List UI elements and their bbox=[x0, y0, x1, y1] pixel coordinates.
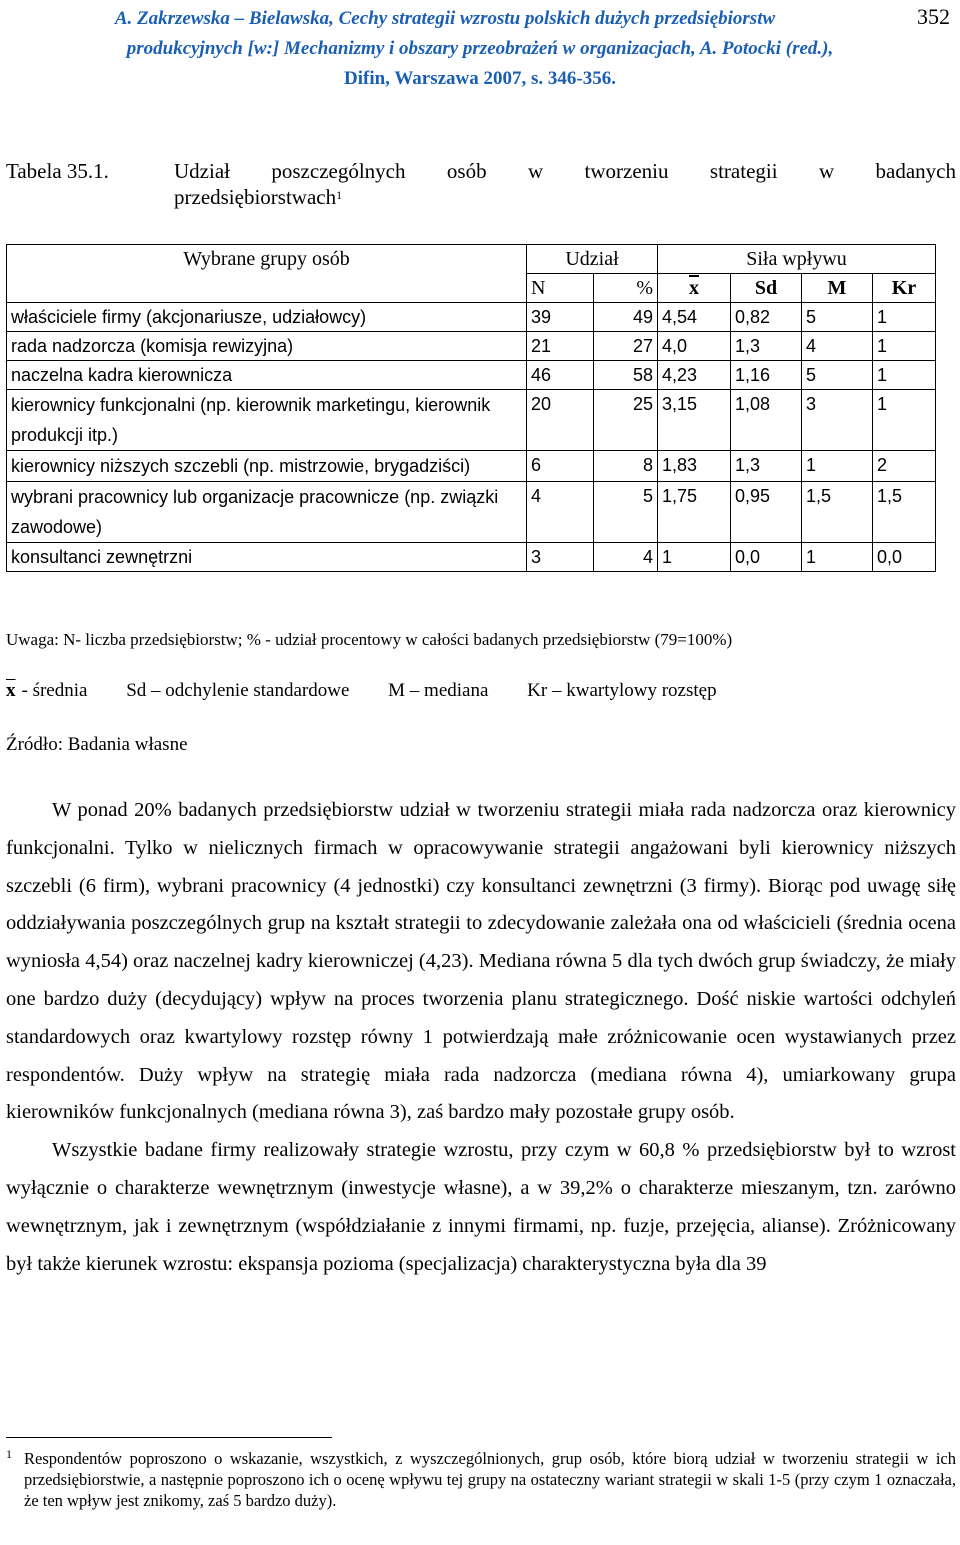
cell-mean: 4,54 bbox=[658, 303, 731, 332]
table-caption bbox=[6, 158, 956, 210]
cell-pct: 27 bbox=[594, 332, 658, 361]
cell-group: rada nadzorcza (komisja rewizyjna) bbox=[7, 332, 527, 361]
table-row bbox=[7, 543, 936, 572]
cell-mean: 1,75 bbox=[658, 482, 731, 543]
cell-mean: 4,0 bbox=[658, 332, 731, 361]
table-source: Źródło: Badania własne bbox=[6, 734, 188, 755]
cell-kr: 1 bbox=[873, 390, 936, 451]
table-header-row-1 bbox=[7, 245, 936, 274]
cell-group: kierownicy funkcjonalni (np. kierownik marketingu, kierownik produkcji itp.) bbox=[7, 390, 527, 451]
cell-m: 1 bbox=[802, 451, 873, 482]
table-row bbox=[7, 482, 936, 543]
cell-group: kierownicy niższych szczebli (np. mistrzowie, brygadziści) bbox=[7, 451, 527, 482]
cell-mean: 1 bbox=[658, 543, 731, 572]
cell-m: 3 bbox=[802, 390, 873, 451]
cell-sd: 1,16 bbox=[731, 361, 802, 390]
header-col-sd: Sd bbox=[731, 274, 802, 303]
legend-median: M – mediana bbox=[388, 680, 489, 701]
cell-pct: 25 bbox=[594, 390, 658, 451]
cell-kr: 1 bbox=[873, 361, 936, 390]
cell-sd: 1,3 bbox=[731, 451, 802, 482]
cell-n: 6 bbox=[527, 451, 594, 482]
cell-m: 4 bbox=[802, 332, 873, 361]
table-row bbox=[7, 303, 936, 332]
cell-n: 20 bbox=[527, 390, 594, 451]
cell-kr: 1,5 bbox=[873, 482, 936, 543]
cell-sd: 0,82 bbox=[731, 303, 802, 332]
header-groups: Wybrane grupy osób bbox=[7, 245, 527, 303]
citation-header bbox=[0, 4, 960, 94]
footnote-mark: 1 bbox=[6, 1447, 12, 1461]
table-row bbox=[7, 361, 936, 390]
footnote-text: Respondentów poproszono o wskazanie, wszystkich, z wyszczególnionych, grup osób, które biorą udział w tworzeniu strategii w ich przedsiębiorstwie, a następnie poproszono ich o ocenę wpływu tej grupy na ostateczny wariant strategii w skali 1-5 (przy czym 1 oznaczała, że ten wpływ jest znikomy, zaś 5 bardzo duży). bbox=[24, 1449, 956, 1510]
table-caption-line-2: przedsiębiorstwach bbox=[174, 185, 337, 209]
citation-line-3: Difin, Warszawa 2007, s. 346-356. bbox=[344, 68, 616, 89]
footnote-ref: 1 bbox=[336, 188, 343, 202]
header-influence: Siła wpływu bbox=[658, 245, 936, 274]
cell-group: konsultanci zewnętrzni bbox=[7, 543, 527, 572]
body-text bbox=[6, 792, 956, 1283]
cell-kr: 1 bbox=[873, 332, 936, 361]
cell-pct: 4 bbox=[594, 543, 658, 572]
cell-sd: 1,3 bbox=[731, 332, 802, 361]
cell-pct: 49 bbox=[594, 303, 658, 332]
cell-n: 4 bbox=[527, 482, 594, 543]
cell-m: 1,5 bbox=[802, 482, 873, 543]
paragraph: Wszystkie badane firmy realizowały strategie wzrostu, przy czym w 60,8 % przedsiębiorstw był to wzrost wyłącznie o charakterze wewnętrznym (inwestycje własne), a w 39,2% o charakterze mieszanym, tzn. zarówno wewnętrznym, jak i zewnętrznym (współdziałanie z innymi firmami, np. fuzje, przejęcia, alianse). Zróżnicowany był także kierunek wzrostu: ekspansja pozioma (specjalizacja) charakterystyczna była dla 39 bbox=[6, 1139, 956, 1275]
cell-n: 3 bbox=[527, 543, 594, 572]
cell-sd: 1,08 bbox=[731, 390, 802, 451]
cell-pct: 58 bbox=[594, 361, 658, 390]
header-col-pct: % bbox=[594, 274, 658, 303]
table-legend bbox=[6, 680, 751, 702]
header-share: Udział bbox=[527, 245, 658, 274]
cell-sd: 0,95 bbox=[731, 482, 802, 543]
table-caption-line-1: Udział poszczególnych osób w tworzeniu strategii w badanych bbox=[174, 159, 956, 183]
cell-mean: 1,83 bbox=[658, 451, 731, 482]
cell-pct: 8 bbox=[594, 451, 658, 482]
results-table bbox=[6, 244, 936, 572]
cell-sd: 0,0 bbox=[731, 543, 802, 572]
legend-mean: - średnia bbox=[21, 680, 88, 701]
cell-kr: 2 bbox=[873, 451, 936, 482]
table-row bbox=[7, 390, 936, 451]
cell-group: naczelna kadra kierownicza bbox=[7, 361, 527, 390]
header-col-n: N bbox=[527, 274, 594, 303]
legend-sd: Sd – odchylenie standardowe bbox=[126, 680, 350, 701]
table-row bbox=[7, 332, 936, 361]
cell-kr: 1 bbox=[873, 303, 936, 332]
mean-symbol: $\overline{x}$ bbox=[689, 277, 699, 299]
cell-n: 39 bbox=[527, 303, 594, 332]
cell-mean: 3,15 bbox=[658, 390, 731, 451]
citation-line-2: produkcyjnych [w:] Mechanizmy i obszary przeobrażeń w organizacjach, A. Potocki (red.), bbox=[126, 38, 834, 59]
cell-kr: 0,0 bbox=[873, 543, 936, 572]
page-number: 352 bbox=[917, 4, 950, 29]
table-row bbox=[7, 451, 936, 482]
legend-mean-symbol: $\overline{x}$ bbox=[6, 680, 16, 701]
header-col-kr: Kr bbox=[873, 274, 936, 303]
paragraph: W ponad 20% badanych przedsiębiorstw udział w tworzeniu strategii miała rada nadzorcza oraz kierownicy funkcjonalni. Tylko w nielicznych firmach w opracowywanie strategii angażowani byli kierownicy niższych szczebli (6 firm), wybrani pracownicy (4 jednostki) czy konsultanci zewnętrzni (3 firmy). Biorąc pod uwagę siłę oddziaływania poszczególnych grup na kształt strategii to zdecydowanie zależała ona od właścicieli (średnia ocena wyniosła 4,54) oraz naczelnej kadry kierowniczej (4,23). Mediana równa 5 dla tych dwóch grup świadczy, że miały one bardzo duży (decydujący) wpływ na proces tworzenia planu strategicznego. Dość niskie wartości odchyleń standardowych oraz kwartylowy rozstęp równy 1 potwierdzają małe zróżnicowanie ocen wystawianych przez respondentów. Duży wpływ na strategię miała rada nadzorcza (mediana równa 4), umiarkowany grupa kierowników funkcjonalnych (mediana równa 3), zaś bardzo mały pozostałe grupy osób. bbox=[6, 799, 956, 1124]
cell-n: 46 bbox=[527, 361, 594, 390]
cell-mean: 4,23 bbox=[658, 361, 731, 390]
cell-m: 5 bbox=[802, 361, 873, 390]
footnote bbox=[6, 1448, 956, 1511]
header-col-mean bbox=[658, 274, 731, 303]
legend-kr: Kr – kwartylowy rozstęp bbox=[527, 680, 717, 701]
citation-line-1: A. Zakrzewska – Bielawska, Cechy strategii wzrostu polskich dużych przedsiębiorstw bbox=[114, 8, 776, 29]
cell-group: właściciele firmy (akcjonariusze, udziałowcy) bbox=[7, 303, 527, 332]
cell-group: wybrani pracownicy lub organizacje pracownicze (np. związki zawodowe) bbox=[7, 482, 527, 543]
table-caption-label: Tabela 35.1. bbox=[6, 159, 109, 183]
cell-n: 21 bbox=[527, 332, 594, 361]
footnote-separator bbox=[6, 1437, 332, 1438]
table-note: Uwaga: N- liczba przedsiębiorstw; % - udział procentowy w całości badanych przedsiębiorstw (79=100%) bbox=[6, 630, 733, 649]
cell-m: 1 bbox=[802, 543, 873, 572]
cell-m: 5 bbox=[802, 303, 873, 332]
header-col-m: M bbox=[802, 274, 873, 303]
cell-pct: 5 bbox=[594, 482, 658, 543]
